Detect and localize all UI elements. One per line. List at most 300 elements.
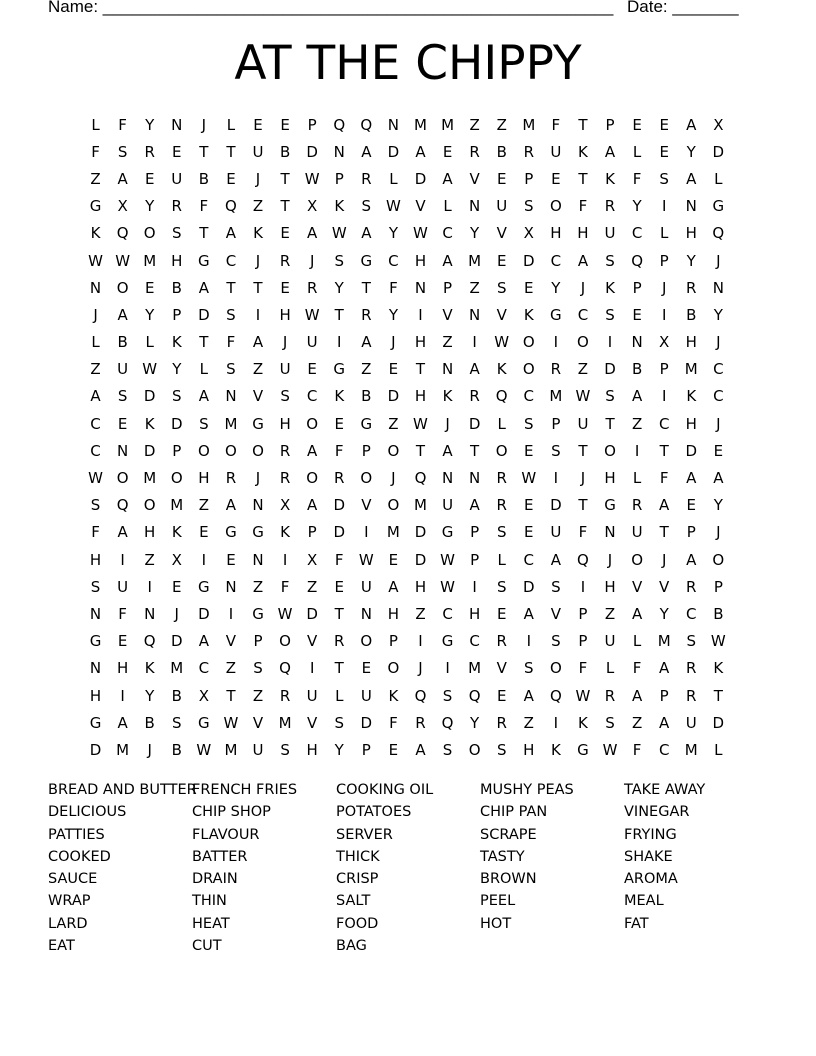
grid-letter: Q — [333, 115, 346, 134]
grid-letter: W — [358, 550, 374, 569]
grid-letter: T — [226, 142, 236, 161]
grid-row — [82, 220, 732, 247]
grid-letter: I — [282, 550, 288, 569]
grid-letter: S — [442, 740, 453, 759]
grid-letter: L — [497, 414, 506, 433]
grid-letter: H — [116, 659, 129, 678]
grid-letter: S — [280, 387, 290, 406]
word-list-item: FOOD — [336, 915, 379, 932]
grid-letter: K — [171, 523, 182, 542]
grid-letter: D — [712, 142, 725, 161]
grid-letter: Y — [632, 197, 642, 216]
grid-row — [82, 464, 732, 491]
grid-letter: B — [279, 142, 291, 161]
grid-letter: A — [713, 469, 724, 488]
grid-letter: F — [280, 577, 290, 596]
grid-letter: D — [414, 523, 427, 542]
grid-letter: S — [605, 387, 615, 406]
grid-letter: A — [577, 251, 589, 270]
grid-letter: K — [605, 169, 615, 188]
grid-letter: N — [604, 523, 616, 542]
grid-letter: O — [712, 550, 725, 569]
grid-letter: I — [580, 577, 586, 596]
grid-letter: A — [604, 142, 616, 161]
grid-letter: V — [496, 659, 507, 678]
grid-letter: U — [252, 740, 264, 759]
grid-letter: R — [469, 387, 480, 406]
grid-letter: U — [117, 577, 129, 596]
grid-letter: U — [631, 523, 643, 542]
grid-letter: R — [496, 469, 507, 488]
grid-letter: Q — [631, 251, 643, 270]
grid-letter: R — [604, 197, 616, 216]
grid-letter: T — [334, 305, 344, 324]
grid-letter: K — [550, 740, 561, 759]
grid-letter: H — [550, 224, 562, 243]
grid-letter: K — [90, 224, 101, 243]
grid-letter: L — [443, 197, 452, 216]
grid-letter: U — [252, 142, 264, 161]
grid-letter: E — [307, 360, 317, 379]
grid-letter: A — [659, 713, 670, 732]
grid-letter: Y — [659, 604, 669, 623]
grid-letter: L — [335, 686, 344, 705]
grid-letter: Z — [252, 577, 264, 596]
grid-letter: A — [523, 686, 534, 705]
grid-letter: A — [90, 387, 101, 406]
grid-letter: V — [442, 305, 453, 324]
grid-letter: E — [280, 115, 290, 134]
grid-letter: V — [469, 169, 480, 188]
grid-letter: G — [198, 577, 210, 596]
grid-letter: H — [198, 469, 210, 488]
grid-letter: F — [334, 550, 344, 569]
grid-letter: W — [223, 713, 239, 732]
grid-letter: N — [441, 469, 454, 488]
grid-letter: O — [143, 496, 156, 515]
word-list-item: WRAP — [48, 893, 91, 910]
grid-letter: Y — [145, 305, 155, 324]
grid-letter: H — [577, 224, 589, 243]
grid-letter: A — [117, 523, 128, 542]
grid-letter: N — [225, 387, 237, 406]
grid-letter: Y — [470, 713, 480, 732]
grid-letter: W — [521, 469, 537, 488]
grid-letter: V — [225, 632, 237, 651]
grid-letter: Y — [334, 278, 344, 297]
grid-letter: H — [523, 740, 535, 759]
grid-letter: E — [659, 142, 669, 161]
grid-letter: N — [171, 115, 183, 134]
grid-letter: R — [415, 713, 426, 732]
grid-letter: Z — [523, 713, 534, 732]
grid-row — [82, 573, 732, 600]
grid-letter: R — [469, 142, 480, 161]
grid-letter: Z — [577, 360, 589, 379]
grid-letter: U — [550, 523, 562, 542]
grid-letter: L — [714, 169, 723, 188]
grid-letter: M — [657, 632, 671, 651]
grid-letter: S — [496, 523, 507, 542]
grid-letter: I — [661, 305, 667, 324]
grid-letter: J — [716, 333, 721, 352]
grid-letter: A — [117, 305, 128, 324]
grid-letter: D — [414, 169, 427, 188]
grid-row — [82, 410, 732, 437]
grid-letter: W — [710, 632, 726, 651]
grid-letter: H — [414, 251, 427, 270]
grid-letter: P — [361, 441, 371, 460]
grid-letter: D — [523, 577, 535, 596]
grid-letter: Q — [360, 115, 373, 134]
grid-letter: G — [252, 523, 264, 542]
grid-letter: S — [226, 305, 236, 324]
grid-letter: A — [361, 224, 372, 243]
grid-letter: T — [280, 197, 290, 216]
grid-letter: U — [306, 333, 318, 352]
grid-letter: G — [198, 251, 210, 270]
grid-letter: P — [307, 115, 317, 134]
word-list-item: FRENCH FRIES — [192, 782, 298, 798]
word-list-column — [48, 779, 197, 957]
grid-letter: Q — [116, 224, 129, 243]
name-field-label: Name: ______________________________________________________ — [48, 0, 614, 16]
grid-letter: I — [607, 333, 613, 352]
grid-letter: Q — [116, 496, 129, 515]
grid-letter: O — [225, 441, 237, 460]
grid-letter: E — [442, 142, 453, 161]
word-list-item: POTATOES — [336, 804, 412, 821]
grid-letter: F — [578, 659, 588, 678]
grid-letter: C — [198, 659, 210, 678]
grid-letter: C — [523, 550, 535, 569]
grid-letter: Q — [225, 197, 237, 216]
grid-letter: D — [550, 496, 562, 515]
grid-letter: D — [604, 360, 616, 379]
grid-letter: M — [170, 496, 184, 515]
grid-letter: O — [604, 441, 616, 460]
grid-letter: N — [414, 278, 427, 297]
grid-letter: Q — [441, 713, 454, 732]
word-list-item: AROMA — [624, 871, 678, 888]
grid-letter: D — [414, 550, 427, 569]
grid-letter: Z — [442, 333, 453, 352]
grid-letter: N — [225, 577, 237, 596]
grid-letter: N — [252, 550, 264, 569]
grid-letter: W — [304, 305, 320, 324]
grid-letter: C — [713, 360, 724, 379]
grid-letter: R — [550, 360, 562, 379]
grid-letter: H — [306, 740, 318, 759]
grid-letter: I — [472, 577, 477, 596]
grid-letter: U — [685, 713, 697, 732]
grid-letter: D — [143, 441, 156, 460]
grid-letter: J — [716, 251, 721, 270]
grid-letter: P — [388, 632, 398, 651]
grid-letter: S — [551, 632, 561, 651]
grid-row — [82, 736, 732, 763]
grid-letter: S — [442, 686, 453, 705]
word-list-item: DELICIOUS — [48, 804, 127, 821]
grid-letter: R — [279, 441, 291, 460]
grid-letter: I — [147, 577, 152, 596]
grid-letter: T — [199, 333, 209, 352]
grid-letter: F — [199, 197, 209, 216]
grid-letter: S — [361, 197, 372, 216]
grid-letter: E — [361, 659, 372, 678]
grid-letter: J — [716, 523, 721, 542]
grid-letter: Z — [496, 115, 507, 134]
grid-letter: P — [470, 523, 480, 542]
word-list-item: MEAL — [624, 893, 664, 910]
grid-letter: E — [117, 632, 128, 651]
grid-letter: J — [93, 305, 98, 324]
grid-letter: T — [253, 278, 263, 297]
grid-letter: M — [224, 414, 238, 433]
grid-letter: Y — [388, 305, 398, 324]
grid-letter: Y — [334, 740, 344, 759]
grid-letter: E — [172, 142, 182, 161]
grid-letter: Z — [469, 278, 480, 297]
grid-letter: V — [550, 604, 561, 623]
grid-letter: S — [280, 740, 290, 759]
grid-letter: J — [661, 278, 667, 297]
grid-letter: H — [414, 387, 427, 406]
grid-letter: C — [442, 604, 453, 623]
grid-row — [82, 492, 732, 519]
grid-letter: B — [117, 333, 128, 352]
word-list-item: TAKE AWAY — [624, 782, 706, 798]
grid-letter: I — [553, 333, 559, 352]
grid-letter: A — [225, 224, 237, 243]
word-list-item: HOT — [480, 915, 512, 932]
grid-letter: T — [361, 278, 371, 297]
grid-letter: S — [524, 659, 534, 678]
word-list-item: MUSHY PEAS — [480, 782, 574, 798]
grid-letter: E — [226, 550, 236, 569]
word-list-item: THIN — [192, 893, 227, 910]
grid-letter: T — [199, 142, 209, 161]
grid-letter: E — [524, 496, 534, 515]
grid-letter: G — [360, 251, 373, 270]
grid-letter: G — [550, 305, 562, 324]
grid-letter: S — [524, 414, 534, 433]
grid-letter: N — [89, 604, 102, 623]
grid-letter: M — [684, 360, 698, 379]
grid-letter: D — [685, 441, 698, 460]
grid-letter: T — [578, 441, 588, 460]
grid-letter: S — [524, 197, 534, 216]
grid-letter: O — [252, 441, 264, 460]
grid-letter: Z — [415, 604, 426, 623]
grid-letter: A — [252, 333, 264, 352]
grid-letter: L — [660, 224, 669, 243]
grid-letter: C — [306, 387, 318, 406]
grid-letter: J — [716, 414, 721, 433]
grid-letter: C — [442, 224, 453, 243]
grid-letter: E — [632, 115, 642, 134]
grid-letter: M — [468, 659, 482, 678]
grid-letter: A — [686, 169, 697, 188]
word-list-item: COOKING OIL — [336, 782, 434, 798]
grid-letter: X — [307, 197, 318, 216]
grid-letter: Y — [686, 142, 696, 161]
grid-letter: U — [550, 142, 562, 161]
grid-letter: Q — [712, 224, 725, 243]
grid-letter: F — [632, 169, 642, 188]
grid-letter: J — [580, 469, 586, 488]
grid-letter: X — [659, 333, 670, 352]
grid-letter: Q — [143, 632, 156, 651]
grid-letter: S — [90, 577, 101, 596]
grid-letter: I — [553, 469, 559, 488]
grid-letter: D — [170, 414, 183, 433]
word-list-item: FRYING — [624, 826, 677, 843]
word-list-item: EAT — [48, 938, 75, 955]
grid-letter: M — [224, 740, 238, 759]
grid-letter: I — [661, 387, 667, 406]
grid-letter: C — [90, 441, 101, 460]
word-list-item: SCRAPE — [480, 826, 537, 843]
grid-letter: C — [658, 740, 670, 759]
grid-letter: T — [415, 360, 426, 379]
grid-letter: Q — [279, 659, 291, 678]
grid-letter: S — [334, 713, 344, 732]
grid-letter: B — [361, 387, 372, 406]
grid-letter: E — [144, 278, 155, 297]
grid-letter: X — [523, 224, 534, 243]
grid-letter: N — [144, 604, 156, 623]
grid-letter: A — [415, 740, 426, 759]
word-list-item: BAG — [336, 938, 367, 955]
grid-letter: O — [197, 441, 210, 460]
grid-letter: P — [361, 740, 371, 759]
grid-letter: G — [441, 632, 454, 651]
grid-row — [82, 329, 732, 356]
grid-letter: V — [496, 305, 507, 324]
grid-letter: K — [334, 387, 345, 406]
grid-letter: K — [253, 224, 263, 243]
grid-letter: E — [280, 278, 290, 297]
grid-letter: J — [174, 604, 179, 623]
word-list-column — [336, 779, 480, 957]
grid-letter: S — [496, 278, 507, 297]
grid-letter: A — [361, 333, 372, 352]
grid-letter: K — [144, 659, 155, 678]
grid-letter: Z — [388, 414, 399, 433]
grid-letter: M — [116, 740, 130, 759]
word-list-item: THICK — [336, 848, 380, 865]
grid-letter: D — [468, 414, 481, 433]
grid-letter: Y — [713, 496, 723, 515]
grid-letter: R — [496, 496, 507, 515]
grid-letter: R — [686, 278, 697, 297]
grid-row — [82, 628, 732, 655]
grid-row — [82, 709, 732, 736]
grid-letter: A — [198, 632, 209, 651]
grid-letter: W — [440, 577, 455, 596]
grid-letter: U — [306, 686, 318, 705]
grid-letter: K — [388, 686, 399, 705]
grid-letter: S — [496, 577, 507, 596]
grid-letter: T — [334, 659, 344, 678]
grid-letter: D — [170, 632, 183, 651]
grid-letter: F — [334, 441, 344, 460]
grid-letter: A — [225, 496, 237, 515]
grid-letter: E — [686, 496, 696, 515]
grid-letter: A — [523, 604, 534, 623]
grid-letter: P — [470, 550, 480, 569]
grid-letter: B — [171, 740, 182, 759]
word-list-column — [480, 779, 624, 957]
grid-letter: F — [632, 740, 642, 759]
grid-letter: X — [171, 550, 182, 569]
grid-letter: I — [337, 333, 342, 352]
grid-letter: J — [580, 278, 586, 297]
grid-letter: G — [252, 414, 264, 433]
word-list-item: COOKED — [48, 848, 111, 865]
grid-letter: G — [225, 523, 237, 542]
grid-letter: S — [117, 387, 128, 406]
grid-letter: R — [171, 197, 182, 216]
grid-letter: I — [553, 713, 559, 732]
grid-letter: E — [632, 305, 642, 324]
grid-letter: W — [575, 387, 591, 406]
grid-letter: Z — [144, 550, 155, 569]
grid-letter: F — [578, 523, 588, 542]
grid-letter: R — [631, 496, 643, 515]
grid-letter: A — [388, 577, 399, 596]
grid-letter: L — [632, 469, 642, 488]
grid-letter: I — [120, 550, 125, 569]
grid-letter: Y — [172, 360, 182, 379]
grid-letter: E — [117, 414, 128, 433]
grid-letter: M — [386, 523, 400, 542]
grid-letter: V — [307, 713, 318, 732]
grid-letter: W — [331, 224, 347, 243]
grid-letter: W — [142, 360, 158, 379]
grid-letter: A — [198, 387, 209, 406]
grid-letter: J — [391, 469, 396, 488]
grid-letter: N — [333, 142, 345, 161]
grid-letter: G — [333, 360, 346, 379]
grid-letter: J — [418, 659, 423, 678]
grid-letter: N — [469, 305, 481, 324]
grid-letter: D — [333, 523, 346, 542]
grid-letter: A — [686, 469, 697, 488]
grid-letter: U — [496, 197, 508, 216]
grid-letter: L — [91, 333, 100, 352]
grid-letter: O — [549, 197, 562, 216]
grid-letter: D — [198, 305, 210, 324]
grid-letter: X — [279, 496, 291, 515]
grid-letter: B — [144, 713, 155, 732]
grid-letter: A — [415, 142, 426, 161]
grid-letter: S — [172, 713, 182, 732]
grid-letter: C — [577, 305, 589, 324]
grid-letter: W — [440, 550, 455, 569]
grid-row — [82, 682, 732, 709]
grid-letter: U — [279, 360, 291, 379]
grid-letter: A — [550, 550, 561, 569]
grid-row — [82, 437, 732, 464]
grid-letter: Z — [90, 169, 101, 188]
grid-letter: V — [307, 632, 318, 651]
grid-letter: O — [116, 278, 129, 297]
grid-letter: Z — [90, 360, 101, 379]
grid-letter: R — [523, 142, 534, 161]
grid-letter: C — [90, 414, 101, 433]
